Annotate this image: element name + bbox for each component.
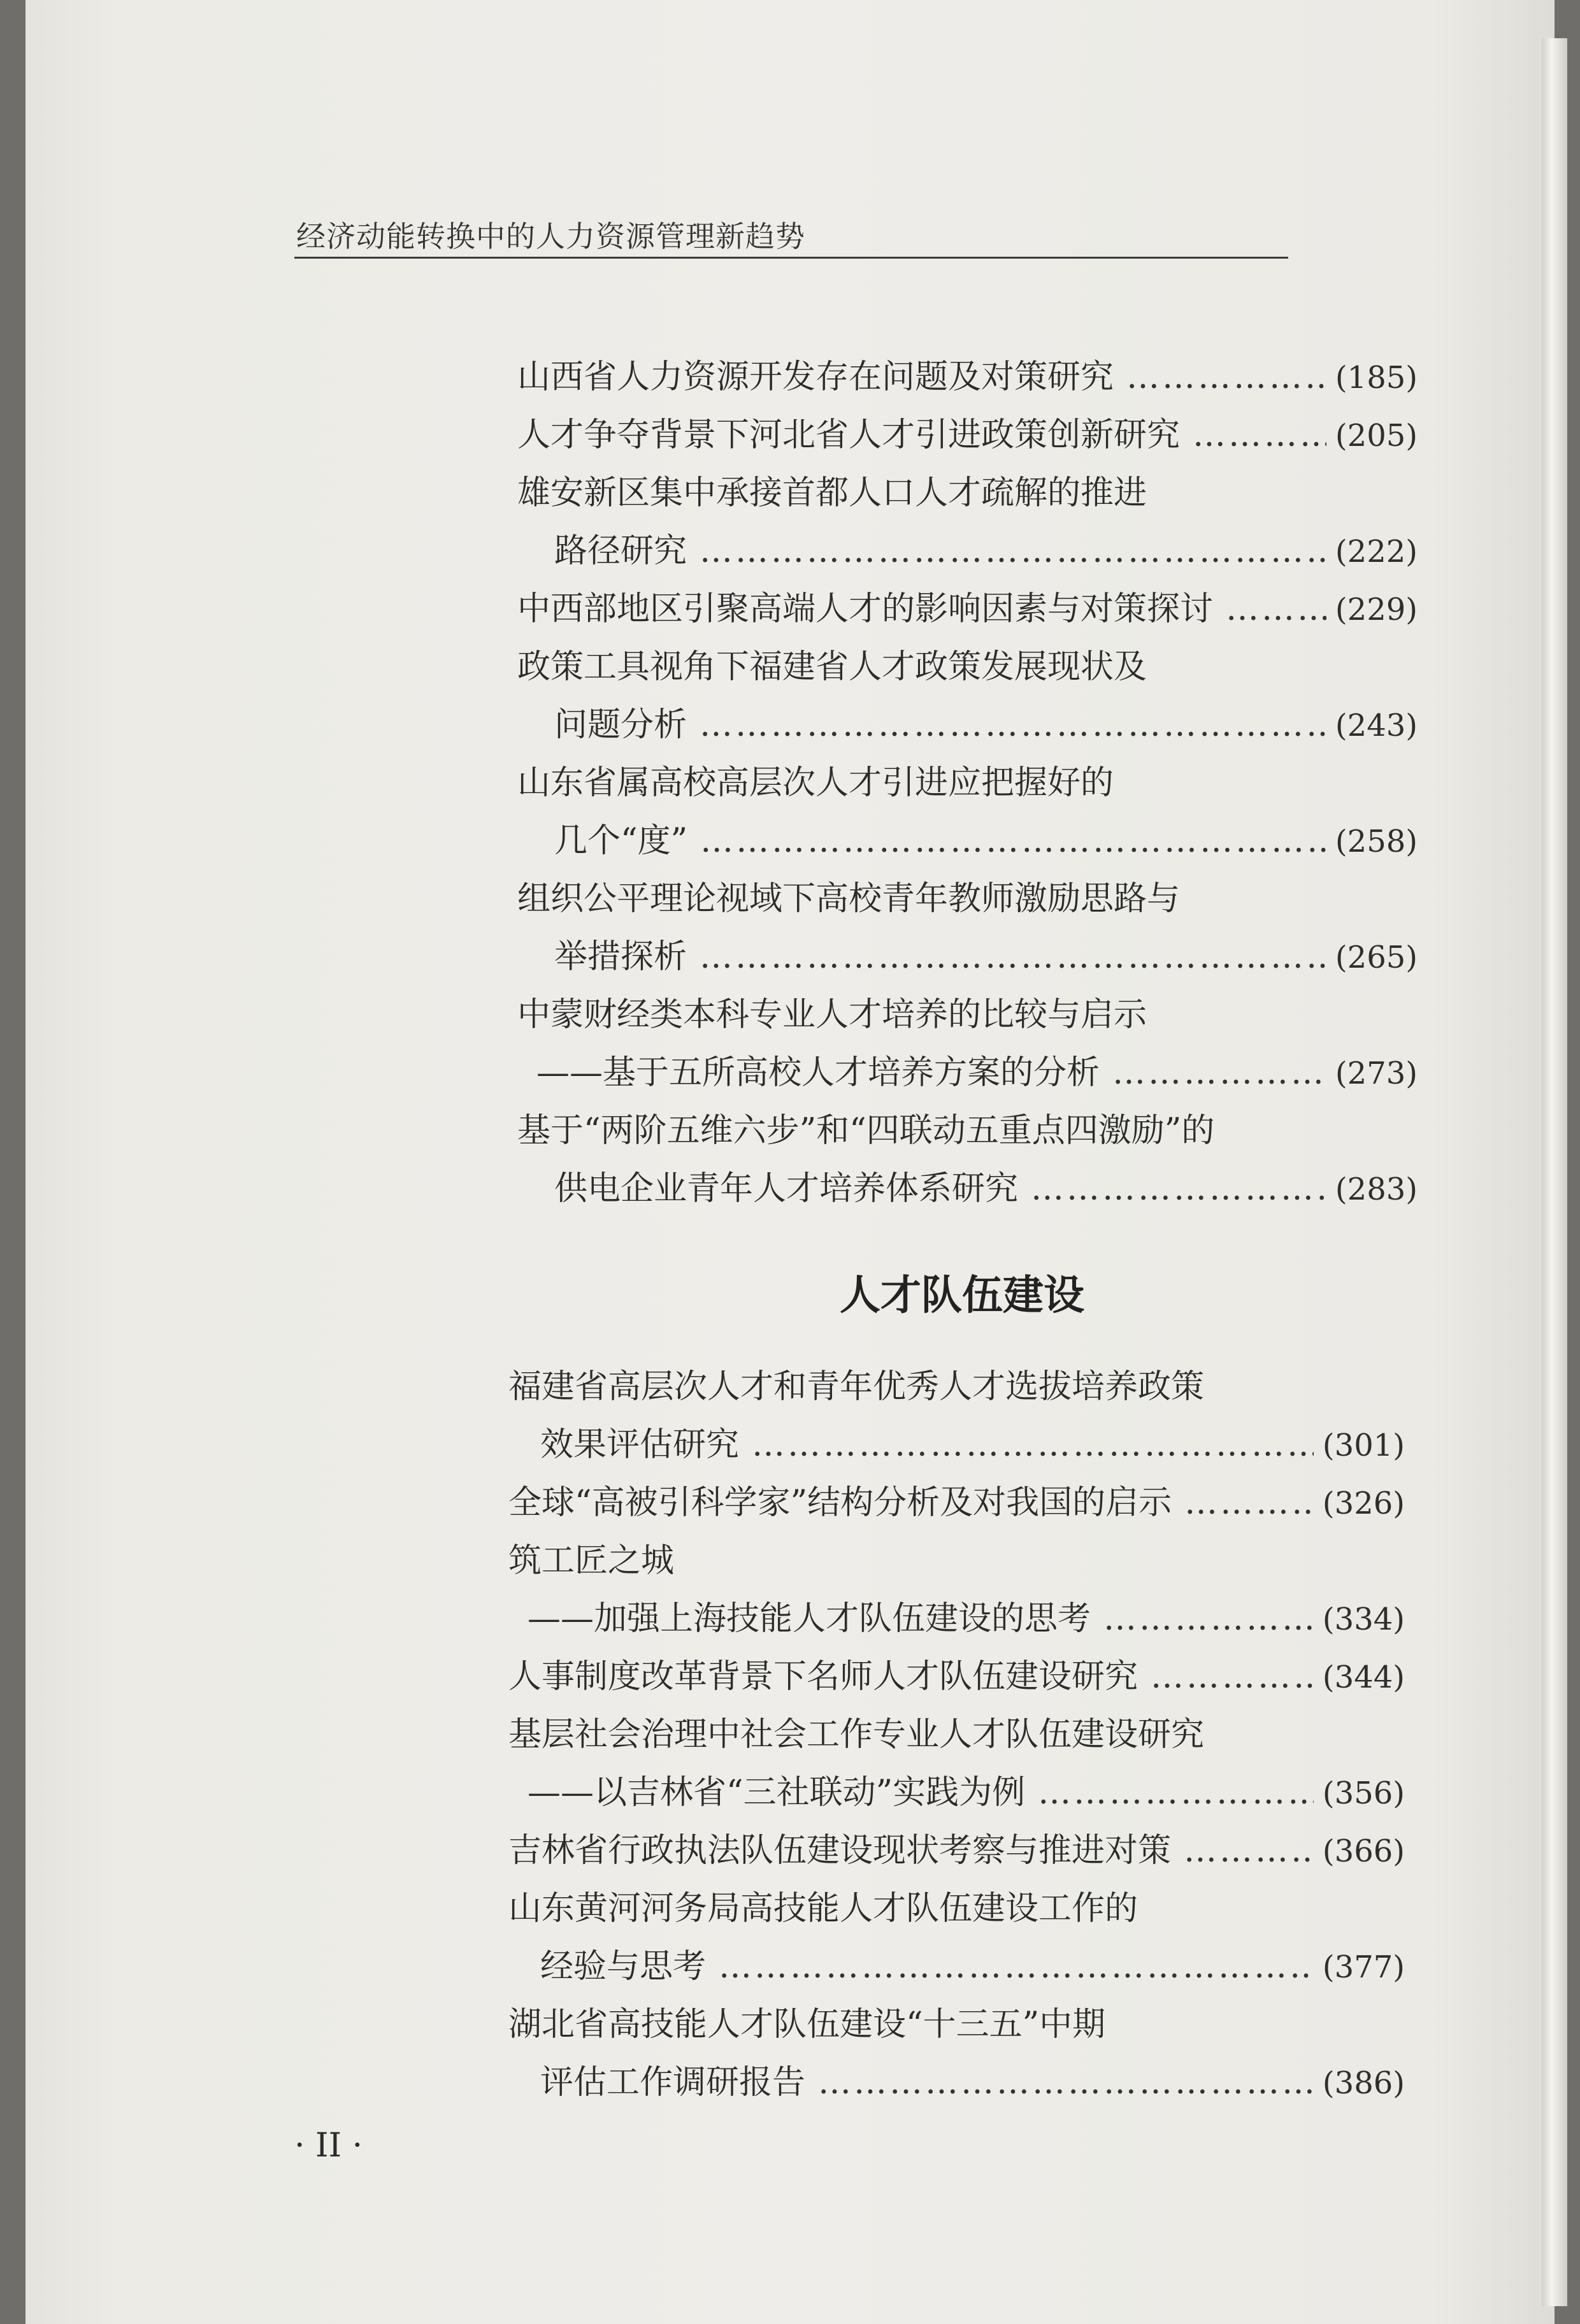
dot-leader [719, 1944, 1314, 1989]
dot-leader [1103, 1596, 1314, 1641]
toc-entry-title: 评估工作调研报告 [540, 2063, 806, 2102]
toc-entry-title: 山东黄河河务局高技能人才队伍建设工作的 [508, 1890, 1138, 1928]
toc-entry-title: 几个“度” [554, 822, 688, 860]
toc-entry-line [528, 1596, 1405, 1642]
toc-page-number: (326) [1322, 1486, 1405, 1521]
toc-entry-line [554, 529, 1418, 574]
toc-page-number: (265) [1335, 940, 1418, 975]
toc-entry-title: ——基于五所高校人才培养方案的分析 [536, 1054, 1100, 1092]
dot-leader [1031, 1166, 1326, 1211]
toc-entry-line [554, 703, 1418, 748]
toc-entry-line [517, 993, 1418, 1037]
toc-entry-line [517, 355, 1418, 400]
dot-leader [1151, 1654, 1314, 1699]
toc-entry-line [540, 2060, 1405, 2105]
toc-entry-line [508, 1712, 1405, 1757]
dot-leader [1193, 413, 1326, 457]
toc-page-number: (243) [1335, 708, 1418, 743]
toc-entry-line [508, 1886, 1405, 1931]
toc-entry-line [517, 1108, 1418, 1153]
toc-entry-line [517, 761, 1418, 805]
toc-entry-line [508, 1539, 1405, 1583]
toc-entry-title: 雄安新区集中承接首都人口人才疏解的推进 [517, 474, 1147, 512]
toc-entry-line [517, 413, 1418, 458]
toc-entry-line [517, 587, 1418, 632]
dot-leader [1184, 1481, 1314, 1525]
toc-entry-title: 山西省人力资源开发存在问题及对策研究 [517, 358, 1114, 396]
dot-leader [700, 935, 1326, 979]
toc-entry-line [554, 819, 1418, 864]
dot-leader [700, 703, 1326, 747]
toc-entry-title: 筑工匠之城 [508, 1542, 675, 1580]
toc-entry-line [554, 935, 1418, 980]
toc-entry-title: 举措探析 [554, 938, 687, 976]
toc-entry-title: 经验与思考 [540, 1947, 707, 1986]
toc-page-number: (366) [1322, 1833, 1405, 1869]
toc-entry-title: 效果评估研究 [540, 1426, 740, 1464]
toc-entry-title: 湖北省高技能人才队伍建设“十三五”中期 [508, 2005, 1106, 2044]
toc-entry-line [540, 1944, 1405, 1990]
toc-entry-line [540, 1423, 1405, 1468]
dot-leader [1226, 587, 1326, 631]
dot-leader [700, 819, 1326, 863]
toc-entry-line [508, 1365, 1405, 1409]
toc-entry-title: 供电企业青年人才培养体系研究 [554, 1170, 1019, 1208]
toc-page-number: (205) [1335, 418, 1418, 454]
toc-entry-line [517, 645, 1418, 689]
toc-page-number: (386) [1322, 2065, 1405, 2101]
toc-entry-line [517, 471, 1418, 515]
dot-leader [1038, 1770, 1314, 1815]
toc-entry-title: 吉林省行政执法队伍建设现状考察与推进对策 [508, 1832, 1172, 1870]
toc-page-number: (344) [1322, 1660, 1405, 1695]
dot-leader [1184, 1828, 1314, 1873]
dot-leader [1126, 355, 1326, 399]
toc-entry-line [517, 877, 1418, 921]
section-heading: 人才队伍建设 [840, 1272, 1084, 1319]
toc-page-number: (377) [1322, 1949, 1405, 1985]
toc-page-number: (334) [1322, 1602, 1405, 1637]
toc-page-number: (222) [1335, 534, 1418, 570]
toc-entry-title: 基层社会治理中社会工作专业人才队伍建设研究 [508, 1716, 1205, 1754]
toc-entry-line [508, 1654, 1405, 1700]
running-head: 经济动能转换中的人力资源管理新趋势 [296, 219, 805, 254]
page-edge [1542, 38, 1567, 2306]
toc-entry-line [554, 1166, 1418, 1212]
toc-page-number: (258) [1335, 824, 1418, 859]
toc-entry-title: 全球“高被引科学家”结构分析及对我国的启示 [508, 1484, 1172, 1522]
dot-leader [752, 1423, 1314, 1467]
toc-page-number: (283) [1335, 1172, 1418, 1207]
dot-leader [700, 529, 1326, 573]
toc-entry-line [508, 2002, 1405, 2047]
toc-page-number: (229) [1335, 592, 1418, 628]
toc-entry-title: 山东省属高校高层次人才引进应把握好的 [517, 764, 1114, 802]
toc-entry-title: 中蒙财经类本科专业人才培养的比较与启示 [517, 996, 1147, 1034]
toc-entry-line [536, 1051, 1418, 1096]
toc-entry-title: 人事制度改革背景下名师人才队伍建设研究 [508, 1658, 1138, 1696]
toc-entry-title: 组织公平理论视域下高校青年教师激励思路与 [517, 880, 1181, 918]
dot-leader [1112, 1051, 1326, 1095]
toc-entry-title: 路径研究 [554, 532, 687, 570]
page-folio: · II · [294, 2127, 363, 2165]
toc-entry-title: 中西部地区引聚高端人才的影响因素与对策探讨 [517, 590, 1214, 628]
toc-entry-title: ——以吉林省“三社联动”实践为例 [528, 1774, 1026, 1812]
toc-entry-title: 问题分析 [554, 706, 687, 744]
dot-leader [818, 2060, 1314, 2105]
toc-entry-line [508, 1828, 1405, 1874]
header-rule [294, 257, 1288, 259]
toc-page-number: (185) [1335, 360, 1418, 396]
toc-page-number: (273) [1335, 1056, 1418, 1091]
toc-entry-title: 基于“两阶五维六步”和“四联动五重点四激励”的 [517, 1112, 1215, 1150]
toc-page-number: (356) [1322, 1775, 1405, 1811]
toc-entry-title: 政策工具视角下福建省人才政策发展现状及 [517, 648, 1147, 686]
toc-entry-line [528, 1770, 1405, 1816]
toc-entry-title: 福建省高层次人才和青年优秀人才选拔培养政策 [508, 1368, 1205, 1406]
toc-entry-title: 人才争夺背景下河北省人才引进政策创新研究 [517, 416, 1181, 454]
toc-page-number: (301) [1322, 1428, 1405, 1463]
toc-entry-line [508, 1481, 1405, 1526]
toc-entry-title: ——加强上海技能人才队伍建设的思考 [528, 1600, 1091, 1638]
